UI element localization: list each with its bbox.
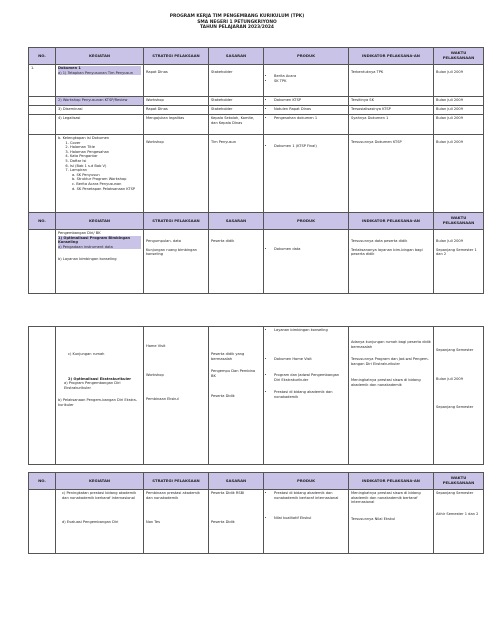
waktu-text: Sepanjang Semester [436,405,474,410]
sasaran-text: Stakeholder [211,70,233,74]
list-item: 3. Halaman Pengesahan [70,150,141,155]
table-row [29,490,484,554]
header-strategi: STRATEGI PELAKSAAN [144,473,209,490]
row-sasaran: Kepala Sekolah, Komite, dan Kepala Dinas [209,115,264,135]
produk-item: • Prestasi di bidang akademik dan nonakademik bertaraf internasional [274,491,346,500]
indikator-text: Terlaksananya layanan bim-bingan bagi peserta didik [351,247,423,257]
indikator-text: Meningkatnya prestasi siswa di bidang akademik dan nonakademik bertaraf internasional [351,491,421,505]
kegiatan-item: a) Pengadaan instrument data [58,245,141,250]
row-sasaran [209,135,264,213]
list-item: 4. Kata Pengantar [70,154,141,159]
table-row [29,97,484,106]
kegiatan-item: b) Layanan bimbingan konseling [58,257,117,262]
header-strategi: STRATEGI PELAKSAAN [144,48,209,65]
list-item: d. SK Penetapan Pelaksanaan KTSP [72,186,136,191]
kegiatan-item: d) Evaluasi Pengembangan Diri [62,520,119,525]
indikator-text: Tersusunnya Nilai Ekskul [351,516,396,521]
row-indikator [349,327,434,465]
row-waktu [434,327,484,465]
table-row [29,106,484,115]
header-sasaran: SASARAN [209,213,264,230]
row-strategi [144,135,209,213]
row-no [29,106,56,115]
waktu-text: Bulan Juli 2009 [436,239,463,243]
indikator-text: Tersusunnya Dokumen KTSP [351,140,402,144]
produk-item: • Layanan bimbingan konseling [274,328,346,333]
row-kegiatan [56,490,144,554]
header-produk: PRODUK [264,48,349,65]
kegiatan-item: a) 1) Tetapkan Penyusunan Tim Penyusun [58,71,141,76]
header-produk: PRODUK [264,213,349,230]
row-produk [264,115,349,135]
strategi-text: Workshop [146,140,164,144]
kegiatan-item: 1) Optimalisasi Program Bimbingan Konseling [58,236,141,245]
header-produk: PRODUK [264,473,349,490]
row-kegiatan: 3) Diseminasi [56,106,144,115]
row-indikator: Tersitinya SK [349,97,434,106]
row-kegiatan [56,65,144,97]
list-item: b. Struktur Program Workshop [72,177,127,182]
kegiatan-item: a) Program Pengembangan Diri Ekstrakurikuler [64,381,121,390]
table-header-row [29,213,484,230]
program-table-2 [28,212,477,294]
table-row [29,327,484,465]
row-indikator [349,135,434,213]
row-sasaran [209,65,264,97]
row-sasaran [209,327,264,465]
produk-item: • Berita Acara [274,74,346,79]
row-strategi [144,490,209,554]
row-kegiatan [56,327,144,465]
row-waktu [434,230,484,294]
row-no: 1. [29,65,56,97]
produk-item: • Nilai kualitatif Ekskul [274,516,346,521]
produk-item: • Dokumen 1 (KTSP Final) [274,144,346,149]
row-strategi: Workshop [144,97,209,106]
strategi-text: Workshop [146,372,164,377]
produk-item: • Program dan Jadwal Pengembangan Diri Ekstrakurikuler [274,373,346,382]
row-waktu: Bulan Juli 2009 [434,97,484,106]
row-indikator: Syahnya Dokumen 1 [349,115,434,135]
list-item: 2. Halaman Title [70,145,141,150]
indikator-text: Adanya kunjungan rumah bagi peserta didik bermasalah [351,340,431,349]
row-waktu [434,135,484,213]
row-strategi: Rapat Dinas [144,106,209,115]
row-indikator: Tersosialisasinya KTSP [349,106,434,115]
row-kegiatan [56,135,144,213]
produk-item: • Prestasi di bidang akademik dan nonakademik [274,390,346,399]
header-no: NO. [29,213,56,230]
row-kegiatan [56,230,144,294]
header-kegiatan: KEGIATAN [56,473,144,490]
indikator-text: Tersusunnya Program dan Jad-wal Pengem-bangan Diri Ekstrakurikuler [351,357,429,366]
row-no [29,490,56,554]
header-indikator: INDIKATOR PELAKSANA-AN [349,213,434,230]
produk-item: • Dokumen KTSP [274,98,346,103]
program-table-1 [28,47,475,213]
header-strategi: STRATEGI PELAKSAAN [144,213,209,230]
row-strategi: Mengajukan legalitas [144,115,209,135]
strategi-text: Pembinaan prestasi akademik dan nonakademik [146,491,201,500]
row-strategi [144,230,209,294]
waktu-text: Bulan Juli 2009 [436,70,463,74]
row-produk [264,490,349,554]
row-waktu [434,490,484,554]
document-title [0,14,474,31]
produk-item: • SK TPK [274,79,346,84]
list-item: a. SK Penyusun [72,172,100,177]
table-header-row [29,48,484,65]
row-indikator [349,490,434,554]
header-kegiatan: KEGIATAN [56,213,144,230]
row-produk [264,65,349,97]
header-waktu: WAKTU PELAKSANAAN [434,213,484,230]
strategi-text: Pengumpulan. data [146,239,182,243]
row-no [29,97,56,106]
sasaran-text: Peserta didik [211,239,235,243]
row-no [29,115,56,135]
table-row [29,135,484,213]
list-item: 6. Isi (Bab 1 s.d Bab V) [70,164,141,169]
row-kegiatan: 4) Legalisasi [56,115,144,135]
row-kegiatan: 2) Workshop Penyusunan KTSP/Review [56,97,144,106]
strategi-text: Non Tes [146,520,160,525]
row-produk [264,97,349,106]
row-waktu: Bulan Juli 2009 [434,106,484,115]
strategi-text: Pembinaan Ekskul [146,397,179,402]
header-waktu: WAKTU PELAKSANAAN [434,473,484,490]
waktu-text: Bulan Juli 2009 [436,376,463,381]
kegiatan-item: c) Kunjungan rumah [68,352,105,356]
row-produk [264,106,349,115]
row-produk [264,230,349,294]
kegiatan-item: 2) Optimalisasi Ekstrakurikuler [68,376,132,381]
sasaran-text: Peserta Didik [211,394,235,399]
sasaran-text: Peserta Didik [211,519,235,524]
kegiatan-title: Dokumen 1 [58,66,141,71]
waktu-text: Sepanjang Semester [436,491,474,495]
strategi-text: Home Visit [146,344,166,348]
table-row [29,230,484,294]
indikator-text: Terbentuknya TPK [351,70,384,74]
table-row [29,65,484,97]
row-strategi [144,327,209,465]
row-no [29,230,56,294]
row-produk [264,327,349,465]
title-line-1: PROGRAM KERJA TIM PENGEMBANG KURIKULUM (TPK) [169,14,305,19]
kegiatan-item: c) Peningkatan prestasi bidang akademik dan nonakademik berkaraf internasional [62,491,137,500]
list-item: 7. Lampiran [70,168,141,173]
indikator-text: Tersusunnya data peserta didik [351,239,408,243]
table-header-row [29,473,484,490]
row-strategi [144,65,209,97]
row-produk [264,135,349,213]
waktu-text: Sepanjang Semester [436,348,474,352]
program-table-4 [28,472,479,554]
row-no [29,327,56,465]
sasaran-text: Pengempu Dan Pembina BK [211,369,256,378]
sasaran-text: Peserta didik yang bermasalah [211,352,245,361]
produk-item: • Dokumen Home Visit [274,357,346,362]
list-item: 1. Cover [70,141,141,146]
row-no [29,135,56,213]
program-table-3 [28,326,474,465]
row-sasaran: Stakeholder [209,106,264,115]
header-no: NO. [29,48,56,65]
indikator-text: Meningkatnya prestasi siswa di bidang akademik dan nonakademik [351,378,421,387]
waktu-text: Akhir Semester 1 dan 2 [436,511,479,516]
produk-item: • Pengesahan dokumen 1 [274,116,346,121]
row-waktu: Bulan Juli 2009 [434,115,484,135]
produk-item: • Dokumen data [274,247,346,252]
table-row [29,115,484,135]
kegiatan-item: Pengembangan Diri/ BK [58,231,101,235]
header-indikator: INDIKATOR PELAKSANA-AN [349,48,434,65]
row-sasaran [209,490,264,554]
strategi-text: Rapat Dinas [146,70,168,74]
waktu-text: Sepanjang Semester 1 dan 2 [436,247,477,257]
header-kegiatan: KEGIATAN [56,48,144,65]
waktu-text: Bulan Juli 2009 [436,140,463,144]
header-indikator: INDIKATOR PELAKSANA-AN [349,473,434,490]
kegiatan-item: b) Pelaksanaan Pengem-bangan Diri Ekstra-kurikuler [58,398,138,407]
sasaran-text: Peserta Didik RSBI [211,491,245,495]
title-line-3: TAHUN PELAJARAN 2023/2024 [200,25,274,31]
produk-item: • Notulen Rapat Dinas [274,107,346,112]
list-item: c. Berita Acara Penyusunan [72,181,122,186]
header-sasaran: SASARAN [209,473,264,490]
row-indikator [349,65,434,97]
kegiatan-head: b. Kelengkapan isi Dokumen [58,136,110,140]
list-item: 5. Daftar Isi [70,159,141,164]
header-sasaran: SASARAN [209,48,264,65]
row-sasaran: Stakeholder [209,97,264,106]
sasaran-text: Tim Penyusun [211,140,237,144]
row-indikator [349,230,434,294]
header-waktu: WAKTU PELAKSANAAN [434,48,484,65]
header-no: NO. [29,473,56,490]
strategi-text: Kunjungan ruang bimbingan konseling [146,247,197,257]
row-sasaran [209,230,264,294]
title-line-2: SMA NEGERI 1 PETUNGKRIYONO [197,19,277,25]
row-waktu [434,65,484,97]
